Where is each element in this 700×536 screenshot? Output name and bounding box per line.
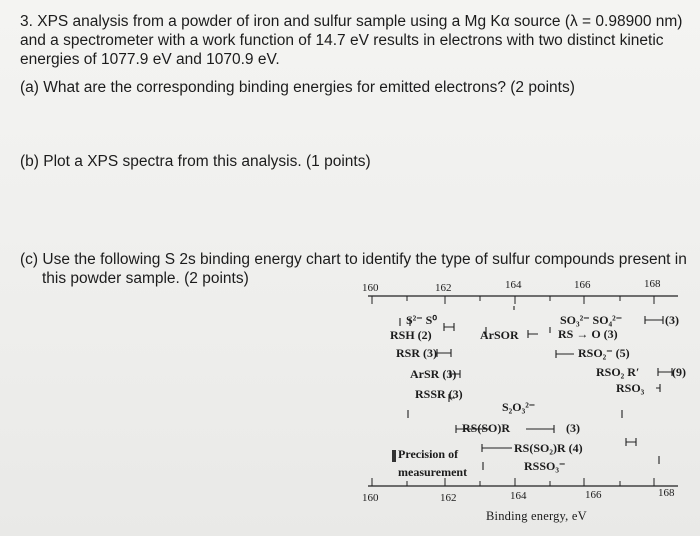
marker-h <box>626 438 636 446</box>
bottom-tick-160: 160 <box>362 492 379 504</box>
label-so3-so4: SO₃²⁻ SO₄²⁻ <box>560 313 623 327</box>
label-rso2r: RSO₂ R′ <box>596 365 640 379</box>
rsso2r-range <box>482 444 512 452</box>
top-axis-ticks <box>372 296 654 304</box>
label-rsr: RSR (3) <box>396 346 437 360</box>
label-s2o3: S₂O₃²⁻ <box>502 400 536 414</box>
bottom-tick-166: 166 <box>585 489 602 501</box>
label-rsso2r: RS(SO₂)R (4) <box>514 441 583 455</box>
question-part-a: (a) What are the corresponding binding energies for emitted electrons? (2 points) <box>20 79 575 96</box>
top-tick-168: 168 <box>644 278 661 290</box>
label-rso2: RSO₂⁻ (5) <box>578 346 630 360</box>
label-rssor: RS(SO)R <box>462 421 511 435</box>
label-arsor: ArSOR <box>480 328 519 342</box>
question-part-b: (b) Plot a XPS spectra from this analysis. (1 points) <box>20 153 371 170</box>
question-intro: 3. XPS analysis from a powder of iron and sulfur sample using a Mg Kα source (λ = 0.98900 nm) and a spectrometer with a work function of 14.7 eV results in electrons with two distinct kinetic energies of 1077.9 eV and 1070.9 eV. <box>20 13 683 68</box>
bottom-tick-162: 162 <box>440 492 457 504</box>
question-part-c-line1: (c) Use the following S 2s binding energy chart to identify the type of sulfur compounds present in <box>20 251 687 268</box>
label-rso3: RSO₃ <box>616 381 645 395</box>
top-tick-162: 162 <box>435 282 452 294</box>
label-measurement: measurement <box>398 465 468 479</box>
bottom-tick-168: 168 <box>658 487 675 499</box>
label-rsh: RSH (2) <box>390 328 432 342</box>
label-so4-num: (3) <box>665 313 679 327</box>
top-tick-166: 166 <box>574 279 591 291</box>
so4-range <box>645 316 663 324</box>
rs-o-range <box>528 330 538 338</box>
rso2r-range <box>658 368 672 376</box>
bottom-tick-164: 164 <box>510 490 527 502</box>
label-precision: Precision of <box>398 447 459 461</box>
label-rssor-num: (3) <box>566 421 580 435</box>
label-rsso3: RSSO₃⁻ <box>524 459 566 473</box>
label-s2-s0: S²⁻ S⁰ <box>406 313 438 327</box>
x-axis-label: Binding energy, eV <box>486 509 587 523</box>
rsr-range <box>437 349 451 357</box>
top-tick-164: 164 <box>505 279 522 291</box>
label-rssr: RSSR (3) <box>415 387 463 401</box>
precision-marker <box>392 450 396 462</box>
rsh-range <box>444 323 454 331</box>
binding-energy-chart <box>360 276 690 528</box>
label-rs-o: RS → O (3) <box>558 327 618 341</box>
bottom-axis-ticks <box>372 478 654 486</box>
question-part-c-line2: this powder sample. (2 points) <box>42 270 249 287</box>
rssor-range-right <box>526 425 554 433</box>
label-rso2r-num: (9) <box>672 365 686 379</box>
label-arsr: ArSR (3) <box>410 367 457 381</box>
rso2-range <box>556 350 574 358</box>
rso3-range <box>656 384 660 392</box>
top-tick-160: 160 <box>362 282 379 294</box>
